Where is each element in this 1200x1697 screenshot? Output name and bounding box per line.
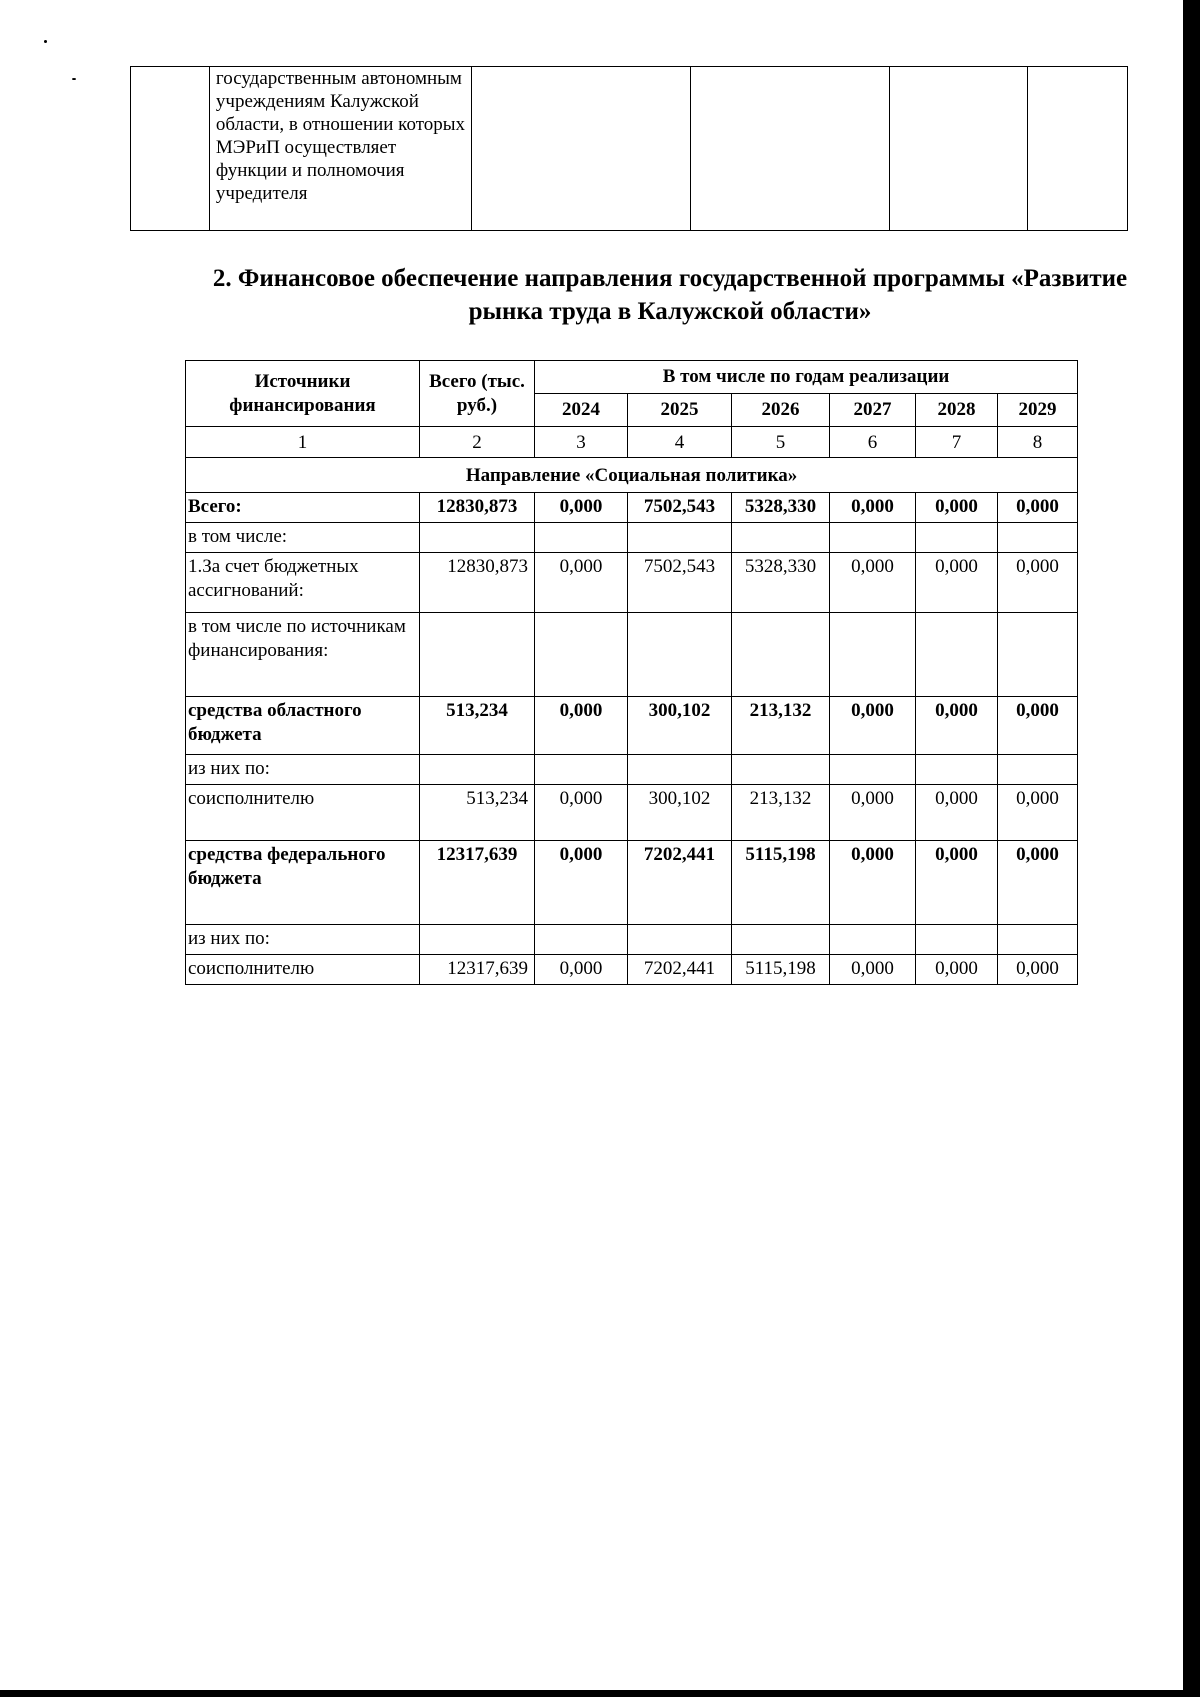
table-cell <box>131 67 210 231</box>
header-year: 2027 <box>830 394 916 427</box>
table-cell-text: государственным автономным учреждениям Калужской области, в отношении которых МЭРиП осуществляет функции и полномочия учредителя <box>209 67 471 231</box>
row-year-value: 0,000 <box>916 785 998 841</box>
table-cell <box>890 67 1028 231</box>
row-year-value: 0,000 <box>535 841 628 925</box>
header-year: 2025 <box>628 394 732 427</box>
row-year-value <box>916 925 998 955</box>
table-row <box>186 553 1078 613</box>
scan-speck <box>44 40 47 43</box>
column-index: 3 <box>535 427 628 458</box>
scan-edge-right <box>1183 0 1200 1697</box>
row-year-value <box>732 755 830 785</box>
row-year-value: 7502,543 <box>628 493 732 523</box>
row-year-value <box>830 613 916 697</box>
row-year-value: 0,000 <box>535 955 628 985</box>
row-year-value: 213,132 <box>732 697 830 755</box>
row-year-value: 0,000 <box>830 955 916 985</box>
scan-edge-bottom <box>0 1690 1200 1697</box>
row-year-value: 0,000 <box>916 553 998 613</box>
row-year-value <box>998 523 1078 553</box>
row-year-value: 0,000 <box>998 955 1078 985</box>
row-year-value <box>916 523 998 553</box>
row-year-value: 0,000 <box>830 553 916 613</box>
row-year-value: 0,000 <box>998 785 1078 841</box>
row-year-value <box>535 755 628 785</box>
row-year-value: 7202,441 <box>628 955 732 985</box>
row-label: в том числе по источникам финансирования: <box>186 613 420 697</box>
row-year-value <box>628 523 732 553</box>
row-year-value: 0,000 <box>998 493 1078 523</box>
row-year-value <box>628 613 732 697</box>
table-row <box>186 755 1078 785</box>
row-year-value <box>535 925 628 955</box>
row-year-value: 0,000 <box>916 955 998 985</box>
column-index: 4 <box>628 427 732 458</box>
row-label: средства федерального бюджета <box>186 841 420 925</box>
row-total: 12830,873 <box>420 493 535 523</box>
column-index: 5 <box>732 427 830 458</box>
row-year-value: 0,000 <box>830 697 916 755</box>
row-year-value <box>830 925 916 955</box>
row-year-value: 7202,441 <box>628 841 732 925</box>
row-year-value: 0,000 <box>535 785 628 841</box>
row-year-value: 0,000 <box>535 697 628 755</box>
row-year-value: 0,000 <box>830 785 916 841</box>
header-source: Источники финансирования <box>186 361 420 427</box>
row-year-value: 5328,330 <box>732 493 830 523</box>
row-year-value <box>998 925 1078 955</box>
row-year-value <box>628 755 732 785</box>
table-row <box>186 785 1078 841</box>
header-row <box>186 361 1078 394</box>
row-year-value <box>732 925 830 955</box>
row-total <box>420 925 535 955</box>
table-row <box>186 493 1078 523</box>
row-total <box>420 523 535 553</box>
row-label: соисполнителю <box>186 955 420 985</box>
row-total <box>420 613 535 697</box>
table-cell <box>471 67 690 231</box>
header-year: 2028 <box>916 394 998 427</box>
row-label: в том числе: <box>186 523 420 553</box>
row-label: из них по: <box>186 755 420 785</box>
table-row <box>186 523 1078 553</box>
row-total: 12317,639 <box>420 955 535 985</box>
row-total: 513,234 <box>420 697 535 755</box>
row-year-value <box>830 755 916 785</box>
row-year-value: 0,000 <box>916 697 998 755</box>
scan-speck <box>72 78 76 80</box>
row-year-value: 300,102 <box>628 697 732 755</box>
row-year-value: 0,000 <box>830 493 916 523</box>
row-year-value <box>998 755 1078 785</box>
row-year-value: 0,000 <box>535 493 628 523</box>
table-cell <box>690 67 890 231</box>
header-by-years: В том числе по годам реализации <box>535 361 1078 394</box>
row-year-value: 0,000 <box>830 841 916 925</box>
table-row <box>186 697 1078 755</box>
row-label: соисполнителю <box>186 785 420 841</box>
table-row <box>186 613 1078 697</box>
row-total: 12317,639 <box>420 841 535 925</box>
row-label: средства областного бюджета <box>186 697 420 755</box>
row-year-value: 5115,198 <box>732 955 830 985</box>
table-cell <box>1028 67 1128 231</box>
row-year-value <box>732 613 830 697</box>
row-total: 12830,873 <box>420 553 535 613</box>
row-year-value <box>535 613 628 697</box>
row-year-value: 0,000 <box>916 493 998 523</box>
row-year-value: 0,000 <box>916 841 998 925</box>
row-year-value: 5115,198 <box>732 841 830 925</box>
row-year-value: 5328,330 <box>732 553 830 613</box>
row-year-value: 0,000 <box>998 841 1078 925</box>
row-year-value <box>998 613 1078 697</box>
row-total <box>420 755 535 785</box>
table-row <box>186 955 1078 985</box>
row-year-value: 7502,543 <box>628 553 732 613</box>
row-year-value: 0,000 <box>998 697 1078 755</box>
header-year: 2024 <box>535 394 628 427</box>
row-year-value: 0,000 <box>998 553 1078 613</box>
row-year-value: 213,132 <box>732 785 830 841</box>
section-heading: 2. Финансовое обеспечение направления государственной программы «Развитие рынка труда в Калужской области» <box>212 265 1128 325</box>
column-index-row <box>186 427 1078 458</box>
column-index: 2 <box>420 427 535 458</box>
table-row <box>186 841 1078 925</box>
table-row <box>131 67 1128 231</box>
row-year-value <box>732 523 830 553</box>
row-total: 513,234 <box>420 785 535 841</box>
row-label: 1.За счет бюджетных ассигнований: <box>186 553 420 613</box>
column-index: 7 <box>916 427 998 458</box>
row-year-value <box>628 925 732 955</box>
finance-table <box>185 360 1078 985</box>
row-year-value <box>830 523 916 553</box>
row-year-value: 0,000 <box>535 553 628 613</box>
row-year-value: 300,102 <box>628 785 732 841</box>
table-row <box>186 925 1078 955</box>
column-index: 1 <box>186 427 420 458</box>
section-title: Направление «Социальная политика» <box>186 458 1078 493</box>
section-title-row <box>186 458 1078 493</box>
row-year-value <box>916 755 998 785</box>
previous-table-continuation <box>130 66 1128 231</box>
row-label: из них по: <box>186 925 420 955</box>
row-year-value <box>535 523 628 553</box>
column-index: 6 <box>830 427 916 458</box>
row-year-value <box>916 613 998 697</box>
header-year: 2026 <box>732 394 830 427</box>
header-year: 2029 <box>998 394 1078 427</box>
column-index: 8 <box>998 427 1078 458</box>
header-total: Всего (тыс. руб.) <box>420 361 535 427</box>
row-label: Всего: <box>186 493 420 523</box>
